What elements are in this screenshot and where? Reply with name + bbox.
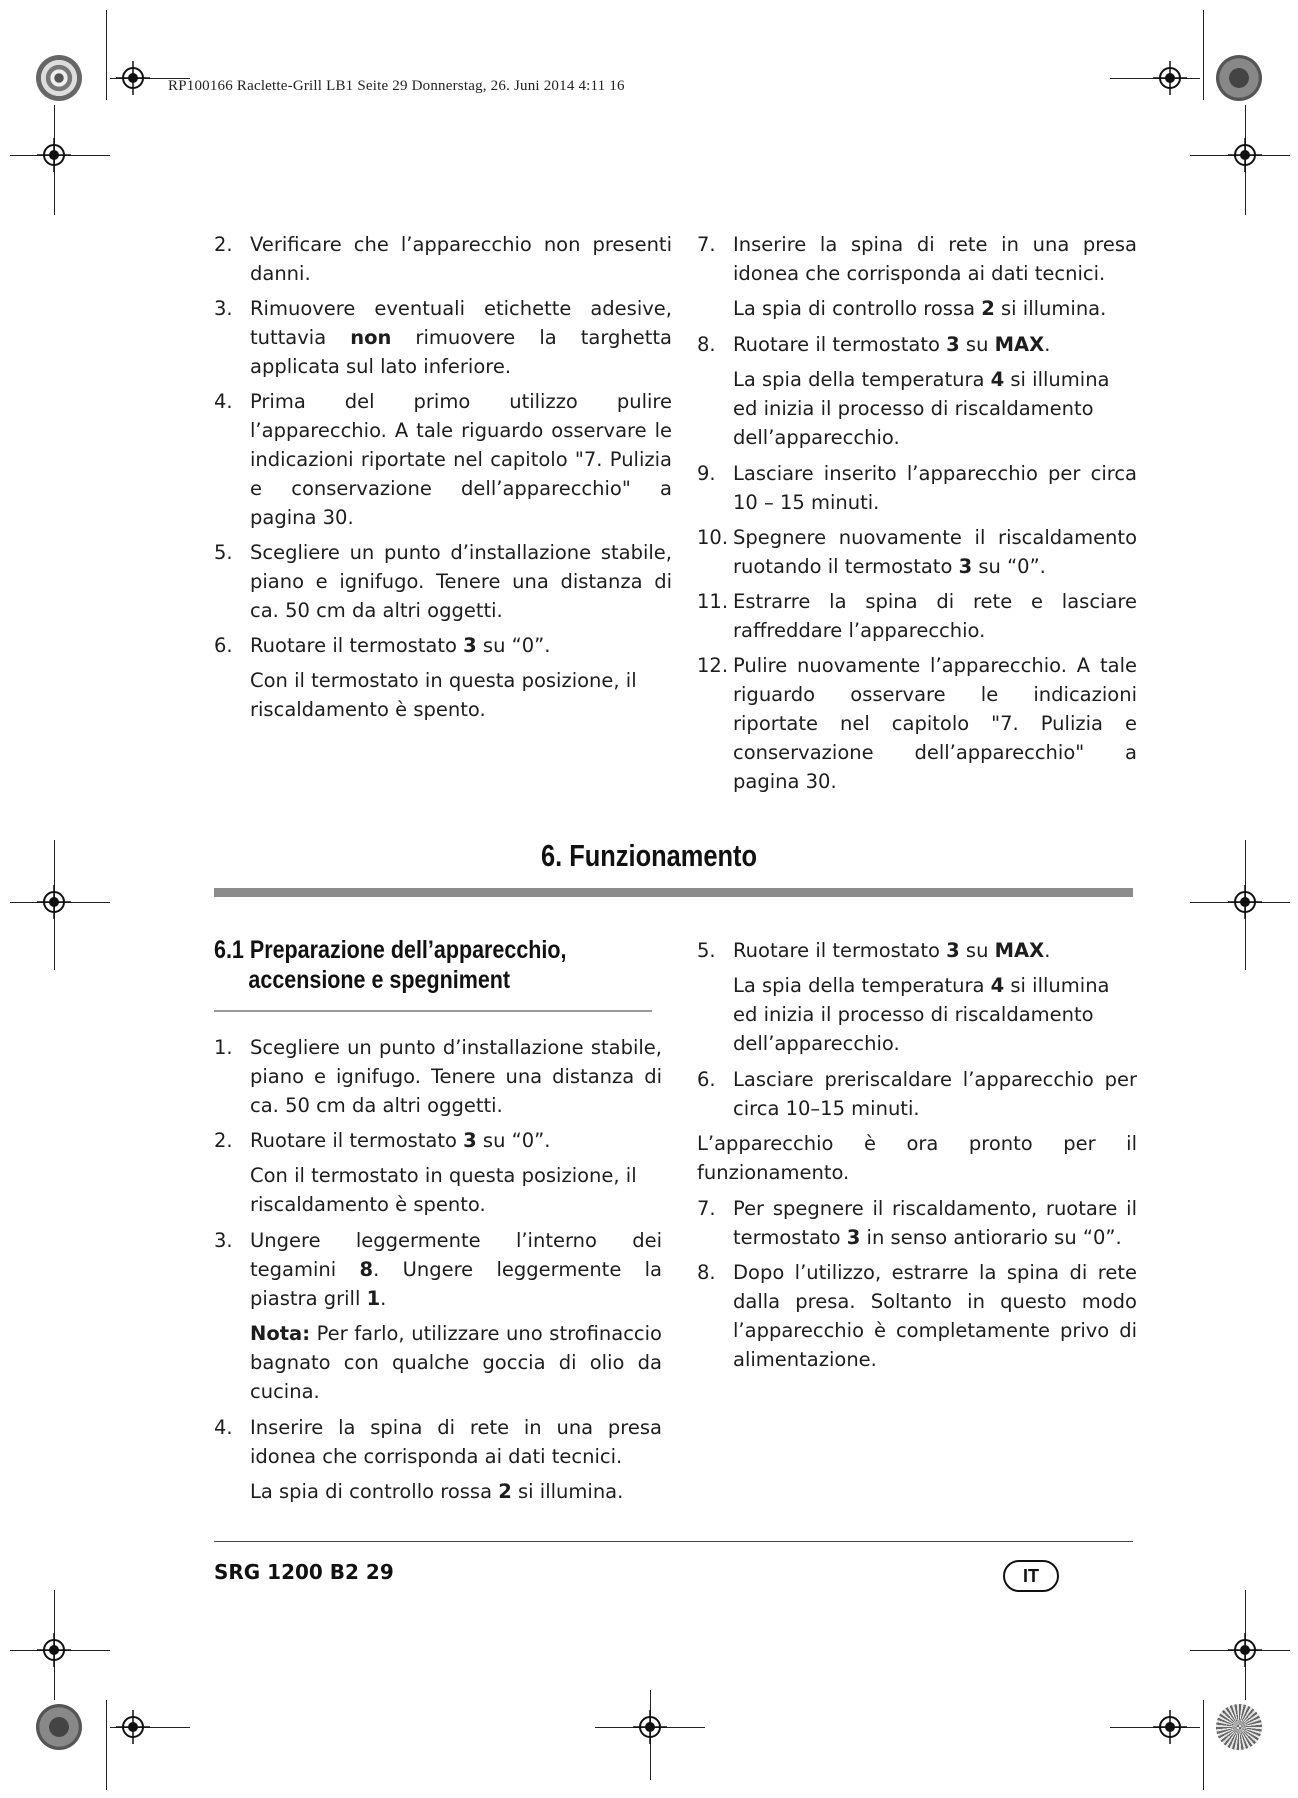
section-title: 6. Funzionamento [540, 838, 758, 873]
footer-divider [214, 1541, 1133, 1542]
registration-mark-icon [37, 1633, 71, 1667]
color-target-icon [1216, 55, 1262, 101]
subsection-title: 6.1 Preparazione dell’apparecchio, accensione e spegniment [214, 936, 567, 994]
left-bottom-column [214, 1033, 662, 1513]
subsection-divider [214, 1010, 652, 1012]
note-text: Nota: Per farlo, utilizzare uno strofinaccio bagnato con qualche goccia di olio da cucina. [250, 1322, 662, 1403]
registration-mark-icon [1228, 138, 1262, 172]
registration-mark-icon [633, 1710, 667, 1744]
note-text: La spia della temperatura 4 si illumina ed inizia il processo di riscaldamento dell’apparecchio. [733, 974, 1110, 1055]
list-item: 8. Dopo l’utilizzo, estrarre la spina di rete dalla presa. Soltanto in questo modo l’apparecchio è completamente privo di alimentazione. [697, 1261, 1137, 1371]
list-item: 12. Pulire nuovamente l’apparecchio. A tale riguardo osservare le indicazioni riportate nel capitolo "7. Pulizia e conservazione dell’apparecchio" a pagina 30. [697, 654, 1137, 793]
right-top-column [697, 230, 1137, 802]
list-item: 4. Prima del primo utilizzo pulire l’apparecchio. A tale riguardo osservare le indicazioni riportate nel capitolo "7. Pulizia e conservazione dell’apparecchio" a pagina 30. [214, 390, 672, 529]
registration-mark-icon [116, 61, 150, 95]
registration-mark-icon [116, 1710, 150, 1744]
list-item: 10. Spegnere nuovamente il riscaldamento ruotando il termostato 3 su “0”. [697, 526, 1137, 578]
color-target-icon [1216, 1704, 1262, 1750]
section-divider [214, 888, 1133, 897]
print-header: RP100166 Raclette-Grill LB1 Seite 29 Donnerstag, 26. Juni 2014 4:11 16 [168, 78, 625, 94]
list-item: 3. Ungere leggermente l’interno dei tegamini 8. Ungere leggermente la piastra grill 1. [214, 1229, 663, 1310]
registration-mark-icon [37, 885, 71, 919]
list-item: 11. Estrarre la spina di rete e lasciare raffreddare l’apparecchio. [697, 590, 1137, 642]
note-text: La spia della temperatura 4 si illumina ed inizia il processo di riscaldamento dell’apparecchio. [733, 368, 1110, 449]
list-item: 4. Inserire la spina di rete in una presa idonea che corrisponda ai dati tecnici. [214, 1416, 662, 1468]
registration-mark-icon [1228, 885, 1262, 919]
paragraph: L’apparecchio è ora pronto per il funzionamento. [697, 1132, 1137, 1184]
list-item: 6. Ruotare il termostato 3 su “0”. [214, 634, 551, 657]
list-item: 1. Scegliere un punto d’installazione stabile, piano e ignifugo. Tenere una distanza di ca. 50 cm da altri oggetti. [214, 1036, 662, 1117]
registration-mark-icon [1228, 1633, 1262, 1667]
list-item: 8. Ruotare il termostato 3 su MAX. [697, 333, 1051, 356]
list-item: 7. Inserire la spina di rete in una presa idonea che corrisponda ai dati tecnici. [697, 233, 1137, 285]
list-item: 5. Scegliere un punto d’installazione stabile, piano e ignifugo. Tenere una distanza di ca. 50 cm da altri oggetti. [214, 541, 672, 622]
language-badge: IT [1003, 1560, 1059, 1592]
list-item: 2. Ruotare il termostato 3 su “0”. [214, 1129, 551, 1152]
right-bottom-column [697, 936, 1137, 1380]
list-item: 9. Lasciare inserito l’apparecchio per circa 10 – 15 minuti. [697, 462, 1137, 514]
registration-mark-icon [37, 138, 71, 172]
color-target-icon [36, 1704, 82, 1750]
list-item: 6. Lasciare preriscaldare l’apparecchio per circa 10–15 minuti. [697, 1068, 1137, 1120]
left-top-column [214, 230, 672, 731]
note-text: Con il termostato in questa posizione, il riscaldamento è spento. [250, 1164, 637, 1216]
note-text: Con il termostato in questa posizione, il riscaldamento è spento. [250, 669, 637, 721]
registration-mark-icon [1153, 61, 1187, 95]
list-item: 2. Verificare che l’apparecchio non presenti danni. [214, 233, 672, 285]
registration-mark-icon [1153, 1710, 1187, 1744]
list-item: 5. Ruotare il termostato 3 su MAX. [697, 939, 1051, 962]
footer-model-page: SRG 1200 B2 29 [214, 1560, 394, 1584]
note-text: La spia di controllo rossa 2 si illumina. [733, 297, 1107, 320]
note-text: La spia di controllo rossa 2 si illumina. [250, 1480, 624, 1503]
list-item: 3. Rimuovere eventuali etichette adesive, tuttavia non rimuovere la targhetta applicata sul lato inferiore. [214, 297, 672, 378]
color-target-icon [36, 55, 82, 101]
list-item: 7. Per spegnere il riscaldamento, ruotare il termostato 3 in senso antiorario su “0”. [697, 1197, 1137, 1249]
